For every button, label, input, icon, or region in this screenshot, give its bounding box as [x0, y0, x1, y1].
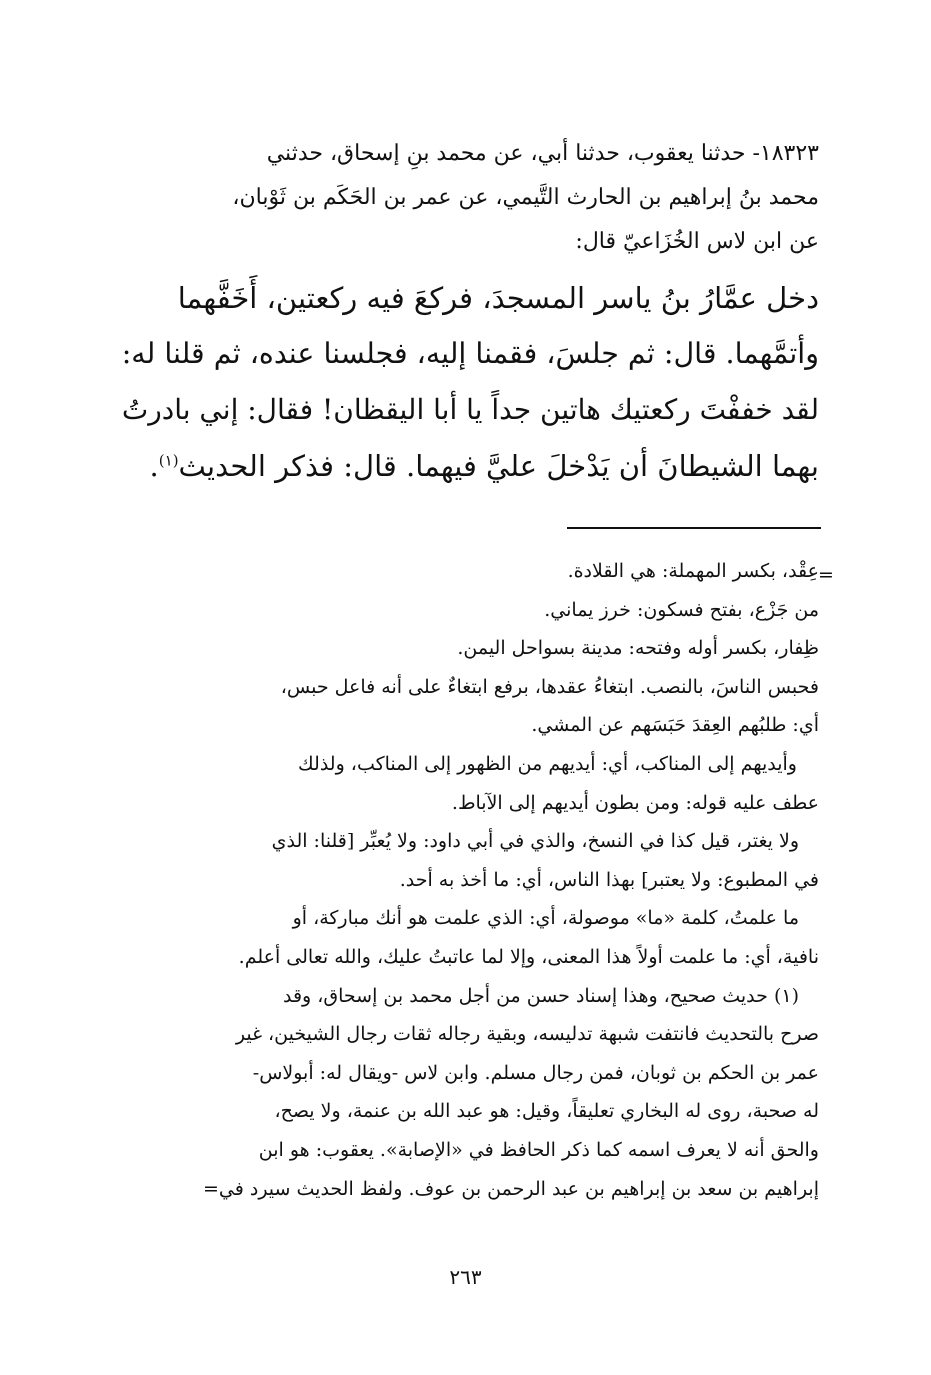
- hadith-isnad: [112, 132, 819, 264]
- footnote-line: ما علمتُ، كلمة «ما» موصولة، أي: الذي علمت هو أنك مباركة، أو: [292, 907, 799, 930]
- hadith-matn: [112, 270, 819, 494]
- footnotes: [112, 552, 819, 1208]
- footnote-separator: [567, 527, 821, 529]
- footnote-line: (١) حديث صحيح، وهذا إسناد حسن من أجل محمد بن إسحاق، وقد: [282, 984, 799, 1007]
- isnad-line: عن ابن لاس الخُزَاعيّ قال:: [575, 229, 819, 254]
- matn-line-text: بهما الشيطانَ أن يَدْخلَ عليَّ فيهما. قال: فذكر الحديث: [178, 449, 819, 483]
- footnote-line: في المطبوع: ولا يعتبر] بهذا الناس، أي: ما أخذ به أحد.: [399, 868, 819, 891]
- footnote-line: عِقْد، بكسر المهملة: هي القلادة.: [567, 560, 819, 582]
- matn-line: دخل عمَّارُ بنُ ياسر المسجدَ، فركعَ فيه ركعتين، أَخَفَّهما: [177, 281, 819, 315]
- footnote-line: ولا يغتر، قيل كذا في النسخ، والذي في أبي داود: ولا يُعبِّر [قلنا: الذي: [271, 830, 799, 853]
- page-number: ٢٦٣: [449, 1265, 482, 1289]
- footnote-line: أي: طلبُهم العِقدَ حَبَسَهم عن المشي.: [531, 714, 819, 737]
- footnote-line: له صحبة، روى له البخاري تعليقاً، وقيل: هو عبد الله بن عنمة، ولا يصح،: [274, 1100, 819, 1123]
- footnote-reference: (١): [158, 451, 179, 470]
- footnote-line: إبراهيم بن سعد بن إبراهيم بن عبد الرحمن بن عوف. ولفظ الحديث سيرد في=: [202, 1177, 819, 1200]
- footnote-line: من جَزْع، بفتح فسكون: خرز يماني.: [544, 598, 819, 621]
- isnad-line: ١٨٣٢٣- حدثنا يعقوب، حدثنا أبي، عن محمد بنِ إسحاق، حدثني: [266, 141, 819, 166]
- footnote-line: ظِفار، بكسر أوله وفتحه: مدينة بسواحل اليمن.: [457, 637, 819, 660]
- matn-line: [112, 438, 819, 494]
- footnote-line: عطف عليه قوله: ومن بطون أيديهم إلى الآباط.: [451, 791, 819, 814]
- footnote-line: صرح بالتحديث فانتفت شبهة تدليسه، وبقية رجاله ثقات رجال الشيخين، غير: [235, 1023, 819, 1046]
- footnote-line: عمر بن الحكم بن ثوبان، فمن رجال مسلم. وابن لاس -ويقال له: أبولاس-: [252, 1061, 819, 1084]
- footnote-line: والحق أنه لا يعرف اسمه كما ذكر الحافظ في «الإصابة». يعقوب: هو ابن: [258, 1138, 819, 1161]
- footnote-line: وأيديهم إلى المناكب، أي: أيديهم من الظهور إلى المناكب، ولذلك: [298, 752, 797, 775]
- footnote-line: فحبس الناسَ، بالنصب. ابتغاءُ عقدها، برفع ابتغاءٌ على أنه فاعل حبس،: [280, 675, 819, 698]
- footnote-line: نافية، أي: ما علمت أولاً هذا المعنى، وإلا لما عاتبتُ عليك، والله تعالى أعلم.: [238, 945, 819, 968]
- isnad-line: محمد بنُ إبراهيم بن الحارث التَّيمي، عن عمر بن الحَكَم بن ثَوْبان،: [232, 185, 819, 210]
- matn-line: وأتمَّهما. قال: ثم جلسَ، فقمنا إليه، فجلسنا عنده، ثم قلنا له:: [121, 337, 819, 370]
- matn-line: لقد خففْتَ ركعتيك هاتين جداً يا أبا اليقظان! فقال: إني بادرتُ: [121, 393, 819, 426]
- matn-end-punctuation: .: [149, 449, 159, 483]
- footnote-continuation-mark: =: [818, 564, 834, 586]
